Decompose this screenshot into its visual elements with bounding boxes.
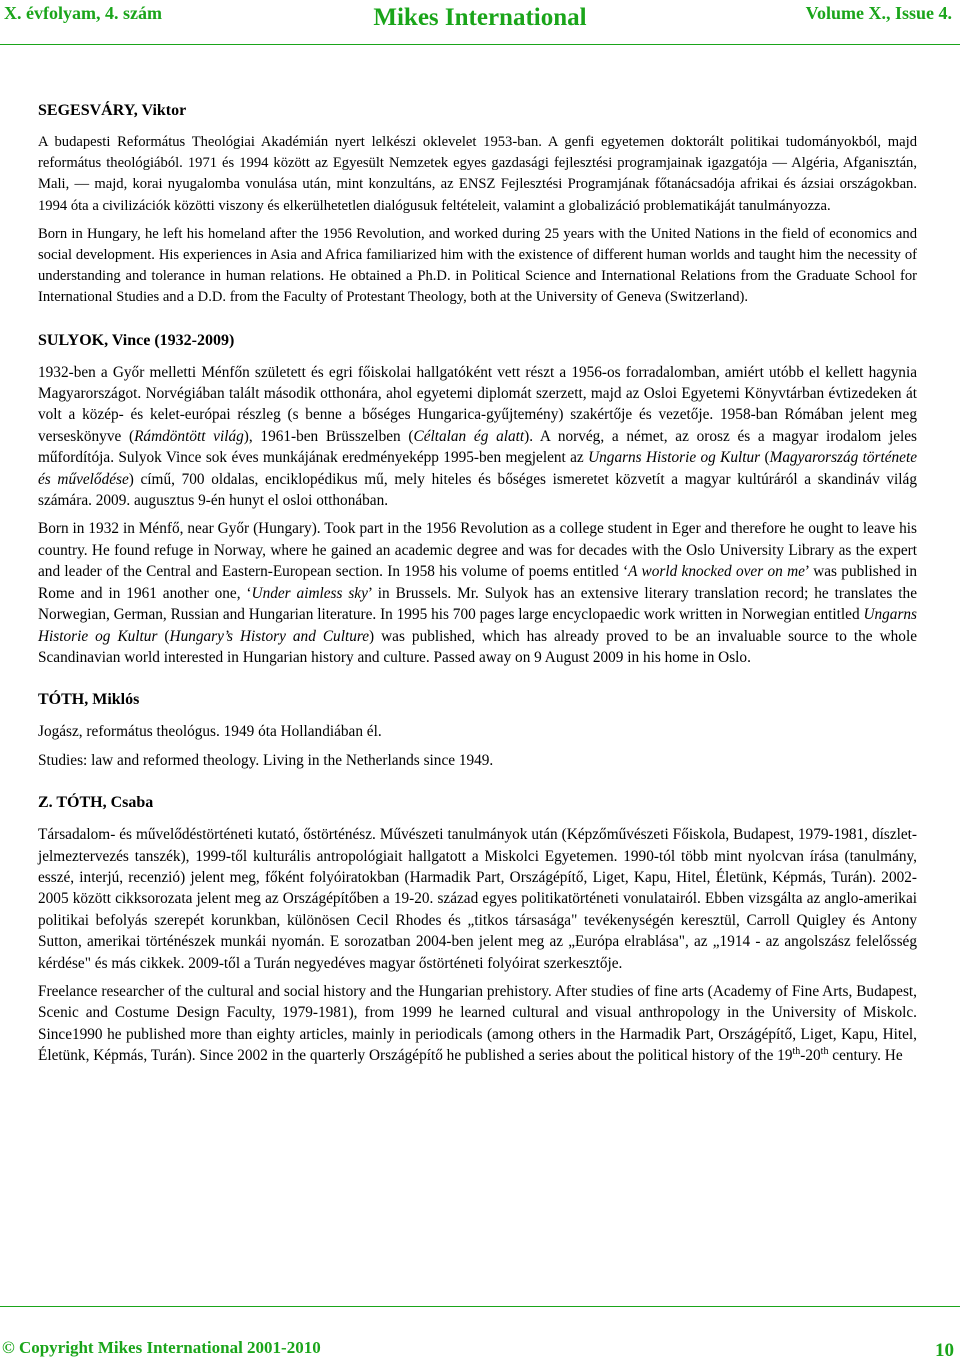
book-title: Under aimless sky <box>251 584 368 602</box>
footer-rule <box>0 1306 960 1307</box>
book-title: Rámdöntött világ <box>134 427 244 445</box>
entry-toth-miklos <box>38 691 917 771</box>
book-title: Ungarns Historie og Kultur <box>588 449 761 467</box>
footer-copyright: © Copyright Mikes International 2001-2010 <box>2 1338 321 1357</box>
book-title: Céltalan ég alatt <box>413 427 525 445</box>
entry-bio-hu: 1932-ben a Győr melletti Ménfőn született és egri főiskolai hallgatóként vett részt a 1956-os forradalomban, amiért utóbb el kellett hagynia Magyarországot. Norvégiában talált második otthonára, ahol egyetemi diplomát szerzett, majd az Osloi Egyetemi Könyvtárban évtizedeken át volt a közép- és kelet-európai részleg (s benne a bőséges Hungarica-gyűjtemény) szakértője és vezetője. 1958-ban Rómában jelent meg verseskönyve (Rámdöntött világ), 1961-ben Brüsszelben (Céltalan ég alatt). A norvég, a német, az orosz és a magyar irodalom jeles műfordítója. Sulyok Vince sok éves munkájának eredményeképp 1995-ben megjelent az Ungarns Historie og Kultur (Magyarország története és művelődése) című, 700 oldalas, enciklopédikus mű, mely hiteles és bőséges ismeretet közvetít a magyar kultúráról a skandináv világ számára. 2009. augusztus 9-én hunyt el osloi otthonában. <box>38 363 918 510</box>
header-rule <box>0 44 960 45</box>
book-title: A world knocked over on me <box>628 563 805 581</box>
entry-name: TÓTH, Miklós <box>38 691 140 709</box>
entry-segesvary <box>38 102 917 309</box>
entry-bio-hu: Jogász, református theológus. 1949 óta Hollandiában él. <box>38 723 382 741</box>
book-title: Ungarns Historie og Kultur <box>38 606 917 645</box>
entry-bio-en: Studies: law and reformed theology. Living in the Netherlands since 1949. <box>38 751 494 769</box>
book-title: Hungary’s History and Culture <box>169 627 370 645</box>
page-header <box>0 0 960 40</box>
entry-name: Z. TÓTH, Csaba <box>38 794 154 812</box>
entry-sulyok <box>38 332 917 669</box>
header-volume-en: Volume X., Issue 4. <box>805 3 952 23</box>
header-journal-title: Mikes International <box>373 4 587 31</box>
entry-bio-hu: A budapesti Református Theológiai Akadémián nyert lelkészi oklevelet 1953-ban. A genfi egyetemen doktorált politikai tudományokból, majd református theológiából. 1971 és 1994 között az Egyesült Nemzetek egyes gazdasági fejlesztési programjainak igazgatója — Algéria, Afganisztán, Mali, — majd, korai nyugalomba vonulása után, mint konzultáns, az ENSZ Fejlesztési Programjának főtanácsadója afrikai és ázsiai országokban. 1994 óta a civilizációk közötti viszony és elkerülhetetlen dialógusuk feltételeit, valamint a globalizáció problematikáját tanulmányozza. <box>38 134 917 214</box>
page-number: 10 <box>935 1340 954 1361</box>
entry-name: SEGESVÁRY, Viktor <box>38 102 187 119</box>
entry-bio-en: Born in 1932 in Ménfő, near Győr (Hungary). Took part in the 1956 Revolution as a college student in Eger and therefore he ought to leave his country. He found refuge in Norway, where he gained an academic degree and was for decades with the Oslo University Library as the expert and leader of the Central and Eastern-European section. In 1958 his volume of poems entitled ‘A world knocked over on me’ was published in Rome and in 1961 another one, ‘Under aimless sky’ in Brussels. Mr. Sulyok has an extensive literary translation record; he translates the Norwegian, German, Russian and Hungarian literature. In 1995 his 700 pages large encyclopaedic work written in Norwegian entitled Ungarns Historie og Kultur (Hungary’s History and Culture) was published, which has already proved to be an invaluable source to the whole Scandinavian world interested in Hungarian history and culture. Passed away on 9 August 2009 in his home in Oslo. <box>38 520 917 666</box>
book-title: Magyarország története és művelődése <box>38 449 918 488</box>
page-content <box>38 102 917 1074</box>
header-volume-hu: X. évfolyam, 4. szám <box>4 3 162 23</box>
entry-bio-hu: Társadalom- és művelődéstörténeti kutató, őstörténész. Művészeti tanulmányok után (Képzőművészeti Főiskola, Budapest, 1979-1981, díszlet-jelmeztervezés tanszék), 1999-től kulturális antropológiait hallgatott a Miskolci Egyetemen. 1990-tól több mint nyolcvan írása (tanulmány, esszé, interjú, recenzió) jelent meg, főként folyóiratokban (Harmadik Part, Országépítő, Liget, Kapu, Hitel, Életünk, Képmás, Turán). 2002-2005 között cikksorozata jelent meg az Országépítőben a 19-20. század egyes politikatörténeti vonulatairól. Ebben vizsgálta az anglo-amerikai politikai befolyás szerepét korunkban, különösen Cecil Rhodes és „titkos társasága" tevékenységén keresztül, Carroll Quigley és Antony Sutton, amerikai történészek munkái nyomán. E sorozatban 2004-ben jelent meg az „Európa elrablása", az „1914 - az angolszász felelősség kérdése" és más cikkek. 2009-től a Turán negyedéves magyar őstörténeti folyóirat szerkesztője. <box>38 826 917 972</box>
entry-bio-en: Freelance researcher of the cultural and social history and the Hungarian prehistory. After studies of fine arts (Academy of Fine Arts, Budapest, Scenic and Costume Design Faculty, 1979-1981), from 1999 he learned cultural and visual anthropology in the University of Miskolc. Since1990 he published more than eighty articles, mainly in periodicals (among others in the Harmadik Part, Országépítő, Liget, Kapu, Hitel, Életünk, Képmás, Turán). Since 2002 in the quarterly Országépítő he published a series about the political history of the 19th-20th century. He <box>38 982 917 1065</box>
entry-bio-en: Born in Hungary, he left his homeland after the 1956 Revolution, and worked during 25 years with the United Nations in the field of economics and social development. His experiences in Asia and Africa familiarized him with the existence of different human worlds and taught him the necessity of understanding and tolerance in human relations. He obtained a Ph.D. in Political Science and International Relations from the Graduate School for International Studies and a D.D. from the Faculty of Protestant Theology, both at the University of Geneva (Switzerland). <box>38 225 917 306</box>
entry-z-toth-csaba <box>38 794 917 1066</box>
entry-name: SULYOK, Vince (1932-2009) <box>38 331 235 349</box>
